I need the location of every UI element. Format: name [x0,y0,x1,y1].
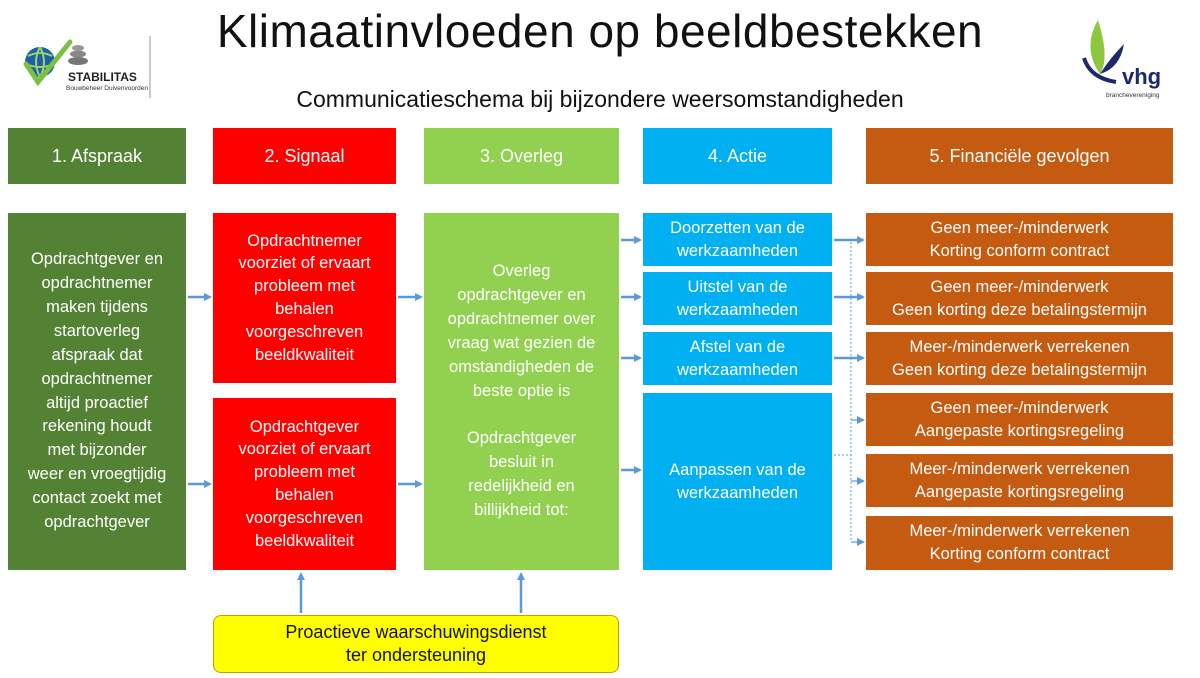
header-actie: 4. Actie [643,128,832,184]
gevolg-box-1: Geen meer-/minderwerk Korting conform contract [866,213,1173,266]
waarschuwingsdienst-box: Proactieve waarschuwingsdienst ter ondersteuning [213,615,619,673]
vhg-logo-tagline: branchevereniging [1106,92,1160,99]
gevolg-box-2: Geen meer-/minderwerk Geen korting deze betalingstermijn [866,272,1173,325]
actie-afstel-box: Afstel van de werkzaamheden [643,332,832,385]
actie-uitstel-box: Uitstel van de werkzaamheden [643,272,832,325]
gevolg-box-6: Meer-/minderwerk verrekenen Korting conform contract [866,516,1173,570]
signaal-opdrachtnemer-box: Opdrachtnemer voorziet of ervaart probleem met behalen voorgeschreven beeldkwaliteit [213,213,396,383]
header-financiele-gevolgen: 5. Financiële gevolgen [866,128,1173,184]
gevolg-box-5: Meer-/minderwerk verrekenen Aangepaste kortingsregeling [866,454,1173,507]
afspraak-box: Opdrachtgever en opdrachtnemer maken tijdens startoverleg afspraak dat opdrachtnemer altijd proactief rekening houdt met bijzonder weer en vroegtijdig contact zoekt met opdrachtgever [8,213,186,570]
header-overleg: 3. Overleg [424,128,619,184]
stabilitas-logo-tagline: Bouwbeheer Duivenvoorden [66,85,149,92]
actie-doorzetten-box: Doorzetten van de werkzaamheden [643,213,832,266]
actie-aanpassen-box: Aanpassen van de werkzaamheden [643,393,832,570]
gevolg-box-3: Meer-/minderwerk verrekenen Geen korting deze betalingstermijn [866,332,1173,385]
page-title: Klimaatinvloeden op beeldbestekken [216,5,984,57]
overleg-box: Overleg opdrachtgever en opdrachtnemer over vraag wat gezien de omstandigheden de beste optie is Opdrachtgever besluit in redelijkheid en billijkheid tot: [424,213,619,570]
page-subtitle: Communicatieschema bij bijzondere weersomstandigheden [296,86,904,112]
stabilitas-logo-name: STABILITAS [68,70,137,84]
signaal-opdrachtgever-box: Opdrachtgever voorziet of ervaart probleem met behalen voorgeschreven beeldkwaliteit [213,398,396,570]
gevolg-box-4: Geen meer-/minderwerk Aangepaste kortingsregeling [866,393,1173,446]
header-afspraak: 1. Afspraak [8,128,186,184]
vhg-logo-name: vhg [1122,64,1162,89]
header-signaal: 2. Signaal [213,128,396,184]
